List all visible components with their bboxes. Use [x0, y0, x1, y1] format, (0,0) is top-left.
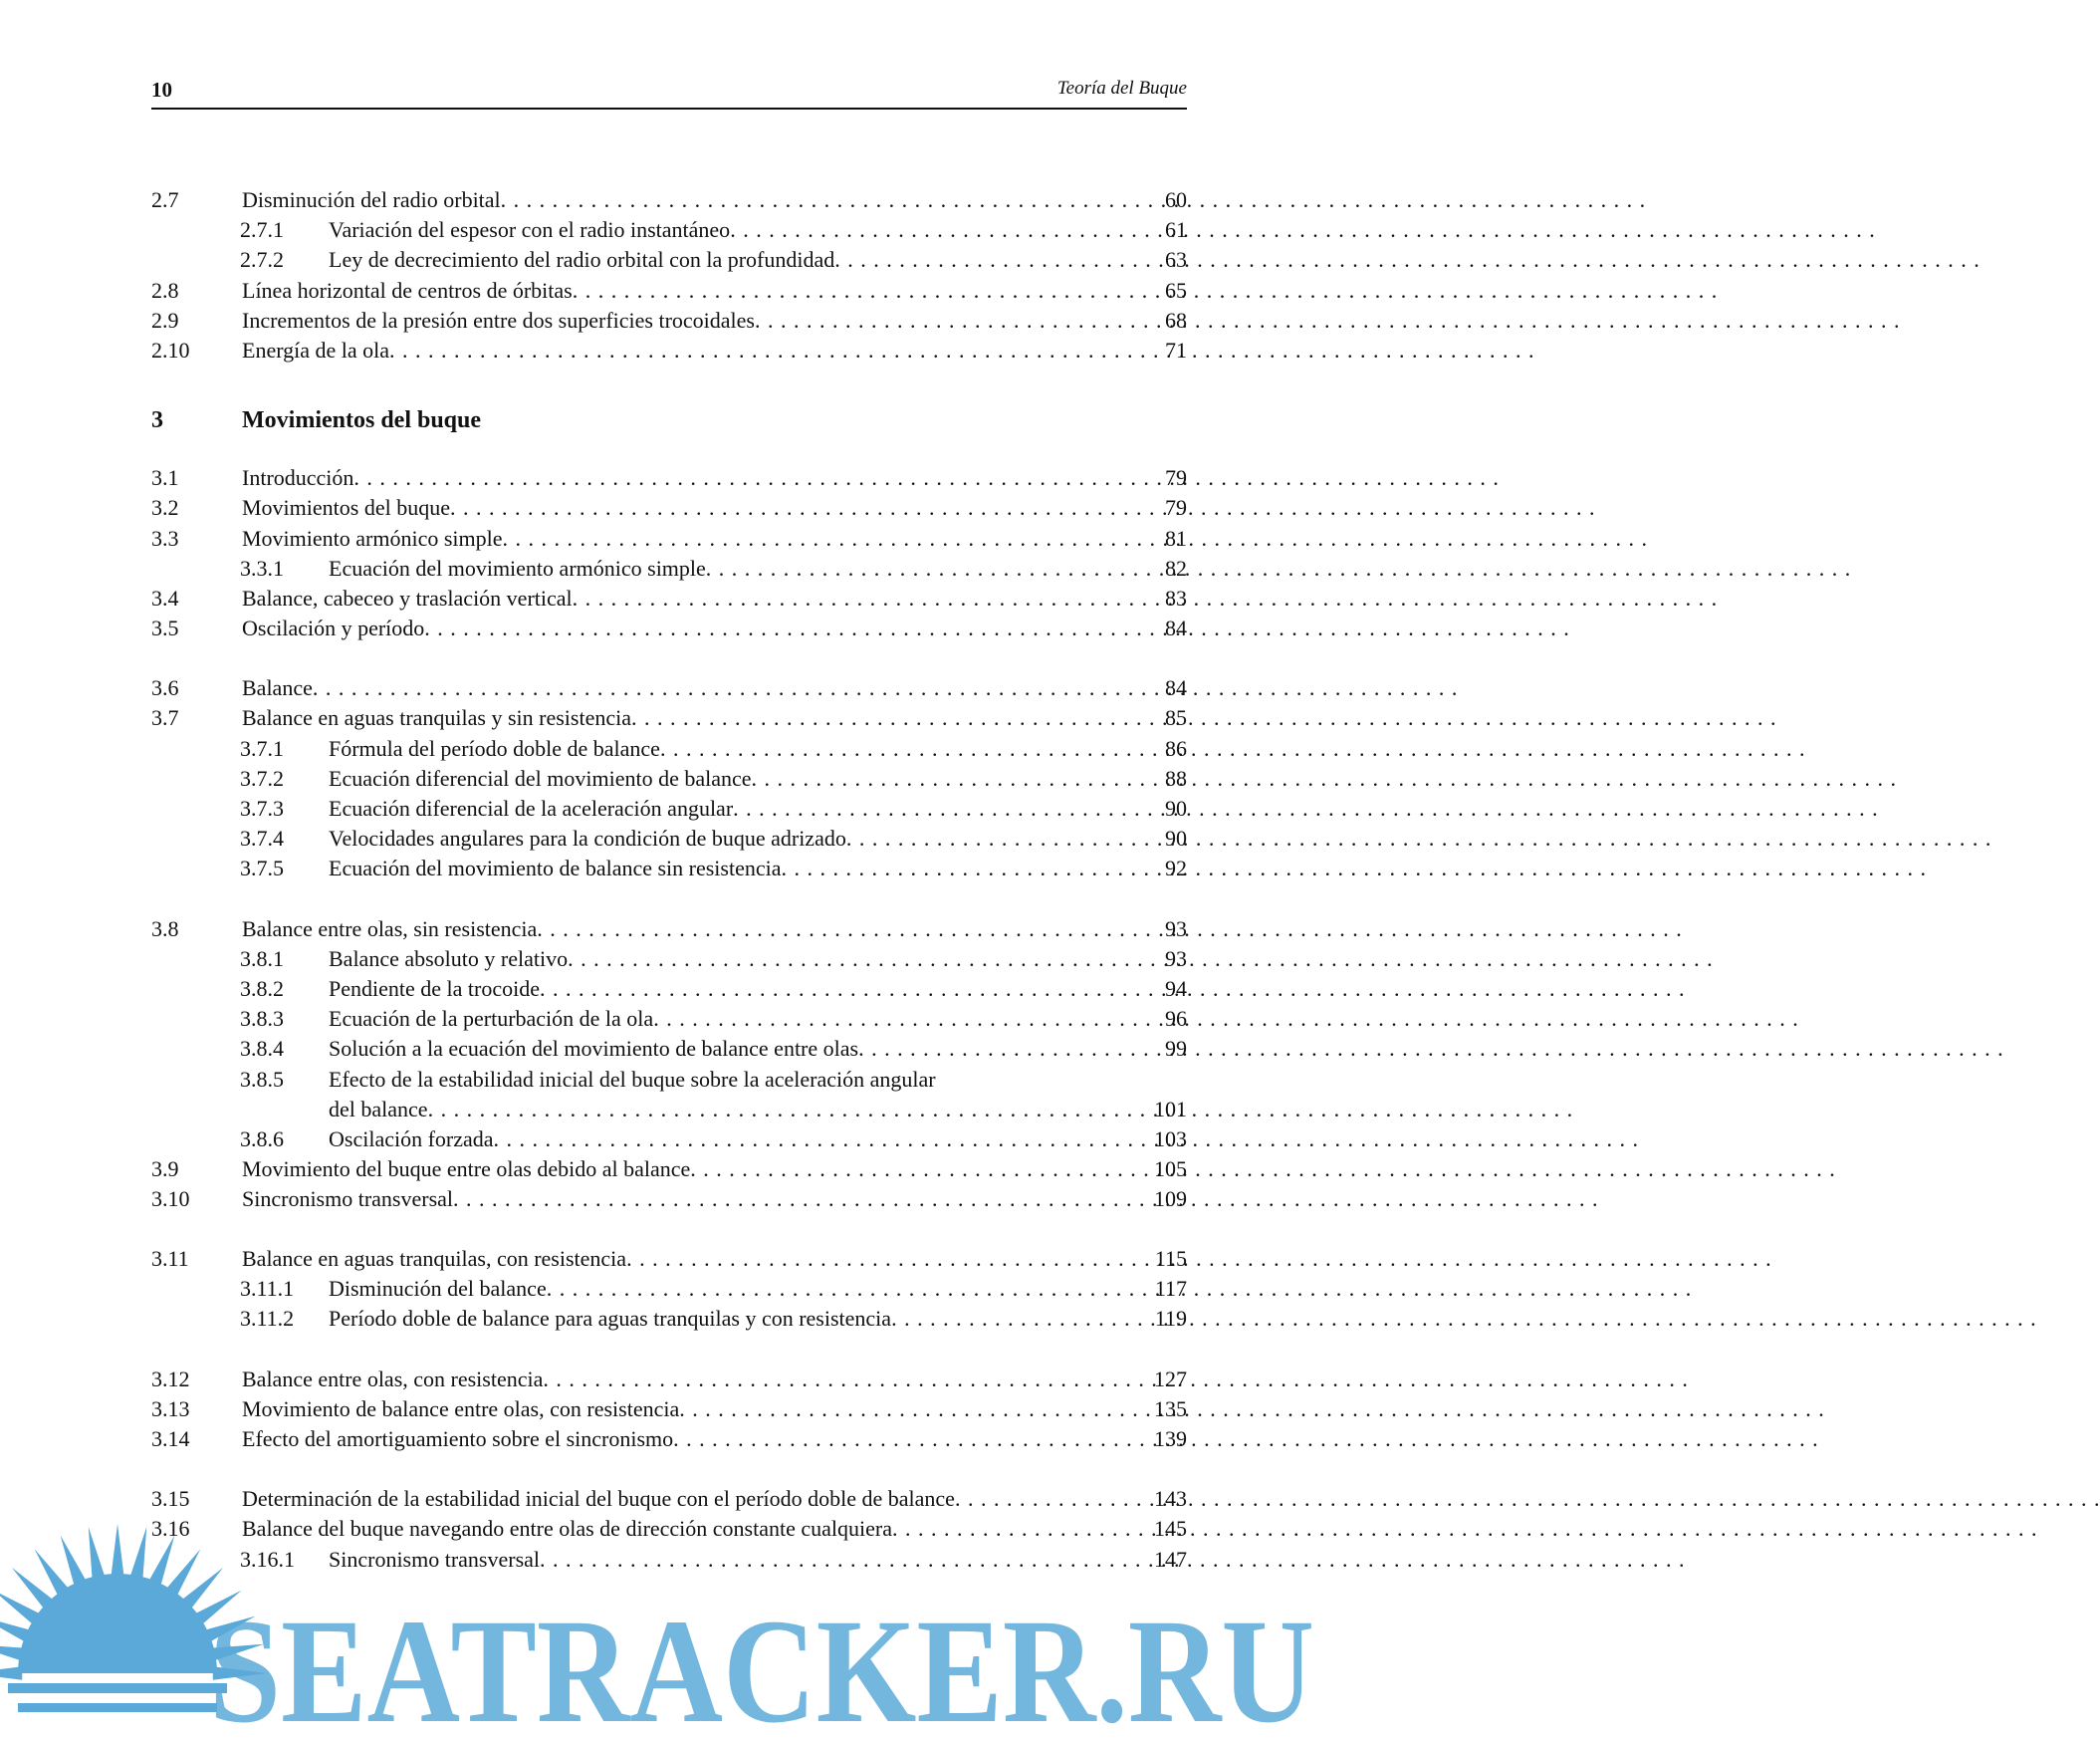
entry-title-cell [242, 336, 1127, 366]
chapter-heading [151, 401, 1187, 463]
toc-entry[interactable] [151, 1424, 1187, 1454]
dot-leader [706, 554, 1852, 584]
dot-leader [733, 794, 1879, 824]
entry-title: Energía de la ola [242, 337, 390, 363]
entry-title-cell [329, 1004, 1127, 1034]
toc-entry[interactable] [151, 276, 1187, 306]
entry-title: Ecuación del movimiento de balance sin resistencia [329, 856, 782, 881]
entry-page: 63 [1165, 247, 1187, 273]
entry-number: 3.9 [151, 1155, 179, 1181]
entry-number: 3.13 [151, 1395, 190, 1421]
entry-number: 3.7 [151, 705, 179, 731]
entry-number: 2.7.2 [240, 247, 284, 273]
entry-number: 2.9 [151, 307, 179, 333]
entry-title-cell [242, 524, 1127, 554]
entry-number: 3.6 [151, 675, 179, 701]
toc-entry[interactable] [151, 974, 1187, 1004]
entry-page: 93 [1165, 945, 1187, 971]
entry-number: 3.11 [151, 1246, 189, 1272]
dot-leader [573, 584, 1719, 614]
toc-entry[interactable] [151, 824, 1187, 854]
entry-title: Sincronismo transversal [329, 1546, 541, 1572]
entry-page: 61 [1165, 217, 1187, 243]
toc-entry[interactable] [151, 1244, 1187, 1274]
entry-title-cell [329, 1274, 1127, 1304]
sun-ray [111, 1524, 123, 1578]
entry-title-cell [242, 1424, 1127, 1454]
entry-title-cell [329, 734, 1127, 764]
entry-title: Ecuación diferencial de la aceleración angular [329, 796, 734, 821]
entry-page: 139 [1154, 1426, 1187, 1451]
entry-title-cell [242, 306, 1127, 336]
dot-leader [537, 914, 1683, 944]
toc-entry[interactable] [151, 1484, 1187, 1514]
entry-page: 119 [1154, 1306, 1187, 1332]
dot-leader [494, 1124, 1640, 1154]
entry-title: Velocidades angulares para la condición de buque adrizado [329, 826, 846, 852]
toc-entry[interactable] [151, 463, 1187, 493]
dot-leader [428, 1095, 1574, 1124]
toc-entry[interactable] [151, 1394, 1187, 1424]
watermark [0, 1554, 1338, 1739]
entry-title-cell [242, 493, 1127, 523]
dot-leader [631, 703, 1777, 733]
dot-leader [955, 1484, 2100, 1514]
entry-title: Balance del buque navegando entre olas de dirección constante cualquiera [242, 1516, 892, 1542]
entry-number: 3.3.1 [240, 555, 284, 581]
entry-number: 2.7.1 [240, 217, 284, 243]
dot-leader [660, 734, 1806, 764]
entry-number: 3.7.1 [240, 735, 284, 761]
dot-leader [424, 614, 1570, 643]
dot-leader [892, 1514, 2038, 1544]
entry-title [329, 1065, 1127, 1124]
entry-title-cell [242, 914, 1127, 944]
dot-leader [679, 1394, 1825, 1424]
entry-title: Incrementos de la presión entre dos superficies trocoidales [242, 307, 755, 333]
entry-page: 82 [1165, 555, 1187, 581]
dot-leader [501, 185, 1647, 215]
entry-title: Balance entre olas, con resistencia [242, 1366, 544, 1391]
sun-ray [89, 1527, 106, 1582]
group-gap [151, 1214, 1187, 1244]
group-gap [151, 1335, 1187, 1365]
dot-leader [782, 854, 1928, 883]
group-gap [151, 643, 1187, 673]
dot-leader [673, 1424, 1819, 1454]
dot-leader [858, 1034, 2004, 1064]
entry-title: Balance en aguas tranquilas y sin resistencia [242, 705, 631, 731]
dot-leader [453, 1184, 1599, 1214]
entry-title: Balance entre olas, sin resistencia [242, 915, 538, 941]
entry-title-cell [242, 1365, 1127, 1394]
dot-leader [547, 1274, 1693, 1304]
entry-page: 143 [1154, 1486, 1187, 1512]
entry-number: 2.7 [151, 187, 179, 212]
entry-page: 147 [1154, 1546, 1187, 1572]
dot-leader [450, 493, 1596, 523]
entry-title: Determinación de la estabilidad inicial del buque con el período doble de balance [242, 1486, 955, 1512]
dot-leader [573, 276, 1719, 306]
entry-number: 3.7.3 [240, 796, 284, 821]
entry-title: Ecuación diferencial del movimiento de balance [329, 765, 752, 791]
entry-title: Balance absoluto y relativo [329, 945, 569, 971]
toc-entry[interactable] [151, 703, 1187, 733]
toc-entry[interactable] [151, 524, 1187, 554]
entry-title: Período doble de balance para aguas tranquilas y con resistencia [329, 1306, 892, 1332]
toc-entry[interactable] [151, 215, 1187, 245]
toc-group [151, 914, 1187, 1065]
entry-title: Oscilación y período [242, 616, 425, 641]
toc-entry[interactable] [151, 1365, 1187, 1394]
entry-title-cell [242, 1394, 1127, 1424]
toc-entry[interactable] [151, 554, 1187, 584]
toc-group [151, 1124, 1187, 1215]
group-gap [151, 1454, 1187, 1484]
entry-title-cell [242, 1184, 1127, 1214]
entry-title: Movimiento del buque entre olas debido al balance [242, 1155, 691, 1181]
entry-title: Sincronismo transversal [242, 1185, 454, 1211]
entry-number: 2.8 [151, 277, 179, 303]
watermark-text: SEATRACKER.RU [209, 1589, 1314, 1739]
entry-number: 3.2 [151, 495, 179, 521]
dot-leader [690, 1154, 1836, 1184]
entry-title: Ecuación de la perturbación de la ola [329, 1006, 654, 1032]
toc-group [151, 1244, 1187, 1335]
dot-leader [389, 336, 1535, 366]
entry-page: 83 [1165, 585, 1187, 611]
toc-entry[interactable] [151, 794, 1187, 824]
entry-title: Balance en aguas tranquilas, con resistencia [242, 1246, 627, 1272]
toc-entry[interactable] [151, 245, 1187, 275]
entry-title-cell [329, 1304, 1127, 1334]
entry-number: 3.16 [151, 1516, 190, 1542]
entry-title-cell [329, 794, 1127, 824]
entry-page: 93 [1165, 915, 1187, 941]
entry-title-cell [329, 245, 1127, 275]
entry-title-cell [329, 554, 1127, 584]
toc-entry[interactable] [151, 1274, 1187, 1304]
entry-title: Variación del espesor con el radio instantáneo [329, 217, 731, 243]
entry-number: 3.1 [151, 465, 179, 491]
entry-number: 3.8.6 [240, 1125, 284, 1151]
entry-number: 3.7.4 [240, 826, 284, 852]
toc-entry[interactable] [151, 1154, 1187, 1184]
entry-page: 99 [1165, 1036, 1187, 1062]
toc-entry[interactable] [151, 584, 1187, 614]
entry-title-cell [242, 673, 1127, 703]
entry-title-cell [242, 463, 1127, 493]
entry-page: 60 [1165, 187, 1187, 212]
chapter-title: Movimientos del buque [242, 407, 482, 434]
entry-title: Línea horizontal de centros de órbitas [242, 277, 573, 303]
entry-page: 84 [1165, 616, 1187, 641]
toc-group [151, 1365, 1187, 1455]
entry-page: 65 [1165, 277, 1187, 303]
entry-title: Movimientos del buque [242, 495, 450, 521]
entry-title: Ecuación del movimiento armónico simple [329, 555, 706, 581]
dot-leader [503, 524, 1649, 554]
entry-title-cell [242, 614, 1127, 643]
entry-page: 90 [1165, 796, 1187, 821]
entry-title: Ley de decrecimiento del radio orbital con la profundidad [329, 247, 835, 273]
entry-page: 127 [1154, 1366, 1187, 1391]
header-rule [151, 108, 1187, 110]
entry-page: 145 [1154, 1516, 1187, 1542]
entry-page: 88 [1165, 765, 1187, 791]
entry-page: 109 [1154, 1185, 1187, 1211]
entry-number: 3.8.2 [240, 975, 284, 1001]
entry-page: 84 [1165, 675, 1187, 701]
dot-leader [752, 764, 1898, 794]
entry-number: 3.12 [151, 1366, 190, 1391]
entry-page: 105 [1154, 1155, 1187, 1181]
entry-number: 3.8.3 [240, 1006, 284, 1032]
dot-leader [653, 1004, 1799, 1034]
entry-page: 68 [1165, 307, 1187, 333]
entry-number: 3.14 [151, 1426, 190, 1451]
entry-title-cell [242, 276, 1127, 306]
entry-title-cell [242, 185, 1127, 215]
dot-leader [313, 673, 1459, 703]
entry-title-cell [329, 215, 1127, 245]
entry-title: Balance, cabeceo y traslación vertical [242, 585, 573, 611]
entry-number: 3.15 [151, 1486, 190, 1512]
entry-title: Movimiento armónico simple [242, 525, 503, 551]
entry-number: 3.3 [151, 525, 179, 551]
entry-page: 103 [1154, 1125, 1187, 1151]
dot-leader [353, 463, 1500, 493]
toc-entry[interactable] [151, 854, 1187, 883]
entry-number: 3.8 [151, 915, 179, 941]
toc-entry[interactable] [151, 673, 1187, 703]
dot-leader [846, 824, 1992, 854]
entry-title-cell [329, 974, 1127, 1004]
dot-leader [730, 215, 1876, 245]
dot-leader [543, 1365, 1689, 1394]
entry-number: 3.8.5 [240, 1066, 284, 1092]
toc-entry[interactable] [151, 1304, 1187, 1334]
entry-number: 2.10 [151, 337, 190, 363]
entry-title: Movimiento de balance entre olas, con resistencia [242, 1395, 680, 1421]
entry-page: 81 [1165, 525, 1187, 551]
entry-number: 3.10 [151, 1185, 190, 1211]
entry-title: Disminución del radio orbital [242, 187, 501, 212]
toc-entry[interactable] [151, 493, 1187, 523]
toc-entry[interactable] [151, 1124, 1187, 1154]
book-title: Teoría del Buque [1056, 78, 1187, 99]
entry-title: Efecto del amortiguamiento sobre el sincronismo [242, 1426, 674, 1451]
entry-title-cell [329, 764, 1127, 794]
dot-leader [540, 974, 1686, 1004]
entry-title-line2-text: del balance [329, 1096, 428, 1121]
entry-title: Pendiente de la trocoide [329, 975, 540, 1001]
page-number: 10 [151, 78, 172, 102]
entry-title-line1: Efecto de la estabilidad inicial del buque sobre la aceleración angular [329, 1066, 936, 1092]
entry-page: 79 [1165, 495, 1187, 521]
entry-page: 101 [1154, 1096, 1187, 1121]
entry-page: 115 [1154, 1246, 1187, 1272]
entry-title-cell [329, 824, 1127, 854]
entry-title-cell [329, 1124, 1127, 1154]
entry-page: 96 [1165, 1006, 1187, 1032]
dot-leader [891, 1304, 2037, 1334]
table-of-contents [151, 185, 1187, 1575]
entry-number: 3.8.1 [240, 945, 284, 971]
dot-leader [755, 306, 1901, 336]
entry-number: 3.11.1 [240, 1276, 295, 1302]
entry-page: 85 [1165, 705, 1187, 731]
entry-title-cell [242, 1484, 1127, 1514]
entry-title: Introducción [242, 465, 354, 491]
entry-page: 71 [1165, 337, 1187, 363]
running-header [151, 78, 1187, 108]
toc-entry[interactable] [151, 614, 1187, 643]
entry-page: 92 [1165, 856, 1187, 881]
toc-entry[interactable] [151, 1184, 1187, 1214]
entry-title-cell [242, 584, 1127, 614]
entry-page: 117 [1154, 1276, 1187, 1302]
toc-entry[interactable] [151, 185, 1187, 215]
entry-title-cell [242, 1244, 1127, 1274]
toc-entry[interactable] [151, 336, 1187, 366]
dot-leader [626, 1244, 1772, 1274]
entry-title-cell [242, 703, 1127, 733]
entry-page: 135 [1154, 1395, 1187, 1421]
entry-title-cell [242, 1514, 1127, 1544]
entry-page: 79 [1165, 465, 1187, 491]
toc-entry[interactable] [151, 1514, 1187, 1544]
entry-page: 90 [1165, 826, 1187, 852]
entry-title-line2 [329, 1095, 1127, 1124]
toc-entry[interactable] [151, 734, 1187, 764]
toc-entry[interactable] [151, 764, 1187, 794]
entry-number: 3.11.2 [240, 1306, 295, 1332]
entry-title: Oscilación forzada [329, 1125, 494, 1151]
entry-page: 86 [1165, 735, 1187, 761]
entry-title: Fórmula del período doble de balance [329, 735, 660, 761]
entry-title: Balance [242, 675, 313, 701]
dot-leader [568, 944, 1714, 974]
toc-entry[interactable] [151, 1065, 1187, 1124]
sun-ray [129, 1527, 146, 1582]
dot-leader [834, 245, 1981, 275]
entry-number: 3.16.1 [240, 1546, 295, 1572]
entry-title-cell [329, 944, 1127, 974]
toc-entry[interactable] [151, 914, 1187, 944]
entry-number: 3.4 [151, 585, 179, 611]
entry-title: Disminución del balance [329, 1276, 547, 1302]
entry-title-cell [329, 854, 1127, 883]
entry-page: 94 [1165, 975, 1187, 1001]
toc-group [151, 463, 1187, 643]
entry-number: 3.5 [151, 616, 179, 641]
entry-number: 3.8.4 [240, 1036, 284, 1062]
toc-entry[interactable] [151, 306, 1187, 336]
toc-entry[interactable] [151, 1034, 1187, 1064]
chapter-number: 3 [151, 407, 163, 434]
toc-entry[interactable] [151, 1004, 1187, 1034]
entry-title: Solución a la ecuación del movimiento de balance entre olas [329, 1036, 859, 1062]
entry-title-cell [242, 1154, 1127, 1184]
entry-number: 3.7.5 [240, 856, 284, 881]
toc-group [151, 673, 1187, 883]
toc-group [151, 185, 1187, 366]
toc-entry[interactable] [151, 944, 1187, 974]
entry-title-cell [329, 1034, 1127, 1064]
group-gap [151, 884, 1187, 914]
entry-number: 3.7.2 [240, 765, 284, 791]
